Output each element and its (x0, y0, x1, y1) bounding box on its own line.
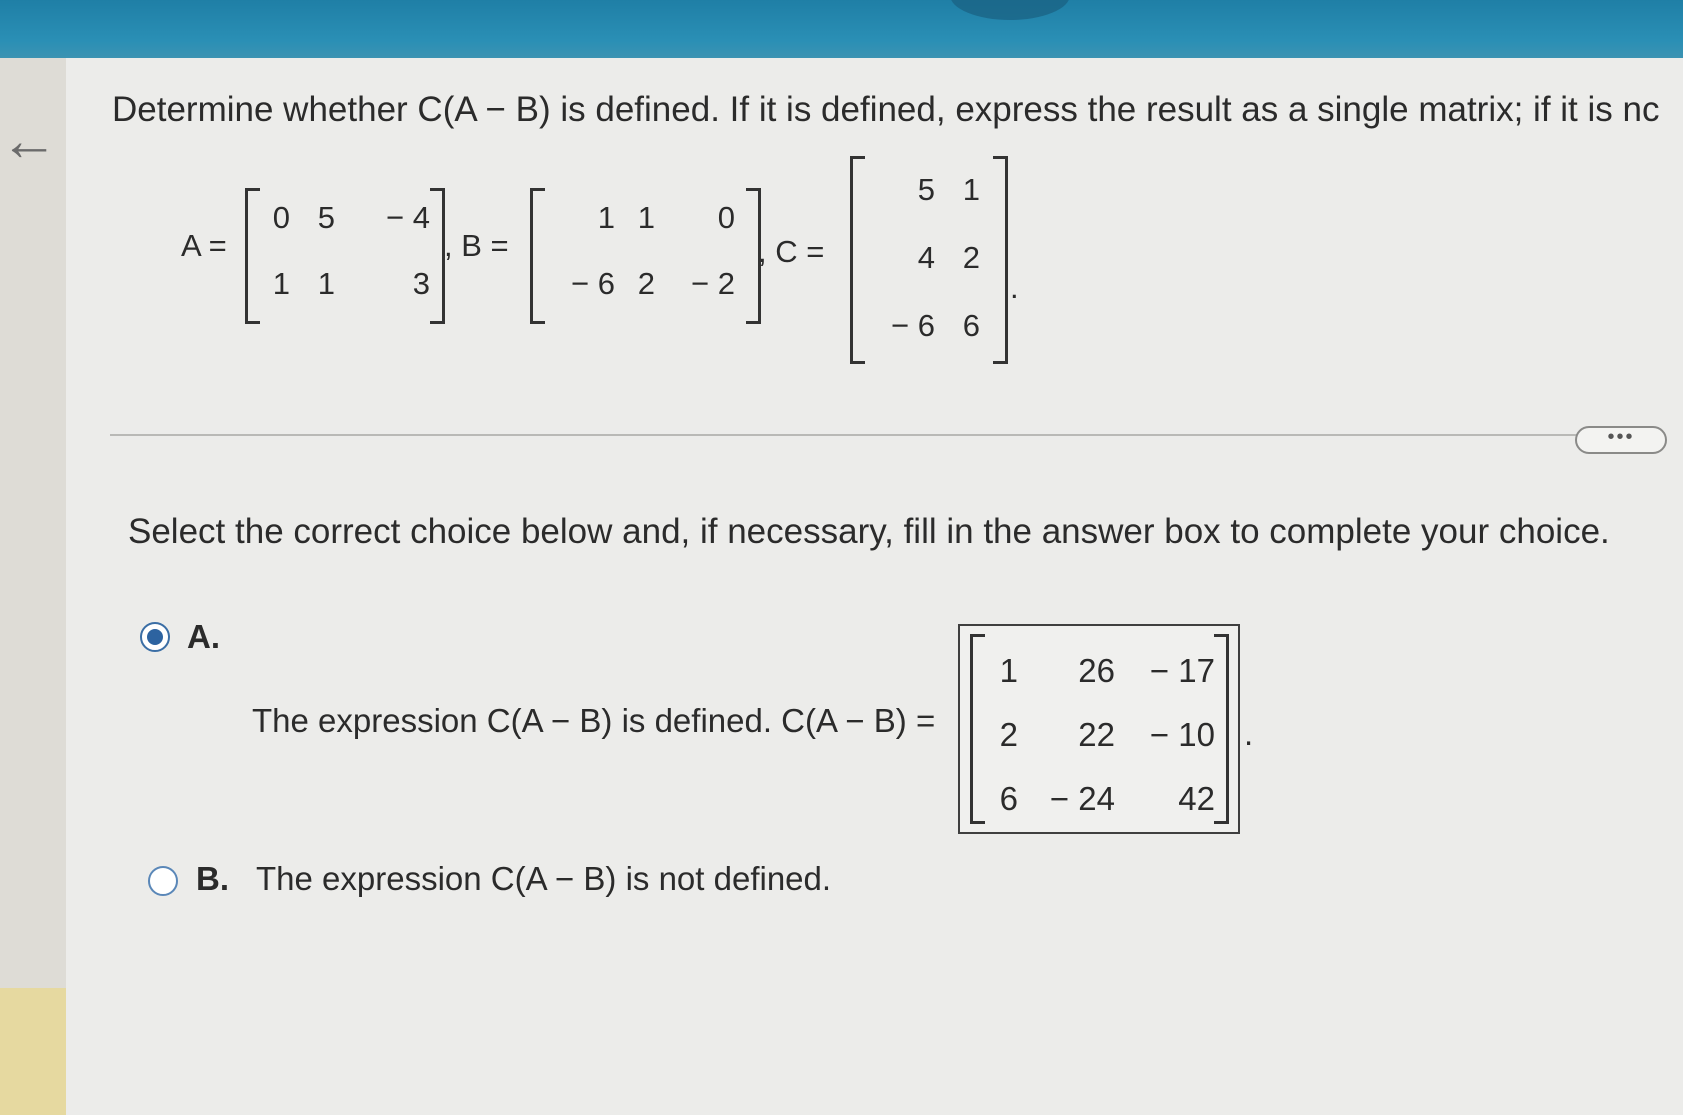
option-b-text: The expression C(A − B) is not defined. (256, 860, 832, 897)
answer-cell-input[interactable]: 1 (999, 652, 1018, 689)
matrix-b-cell: 0 (717, 200, 735, 235)
answer-cell-input[interactable]: − 24 (1049, 780, 1115, 817)
instruction-text: Select the correct choice below and, if necessary, fill in the answer box to complete your choice. (128, 512, 1610, 551)
more-button[interactable]: ••• (1575, 426, 1667, 454)
matrix-b-cell: 1 (637, 200, 655, 235)
option-a-period: . (1244, 715, 1254, 752)
answer-cell-input[interactable]: 2 (999, 716, 1018, 753)
matrix-b-cell: − 2 (691, 266, 735, 301)
top-bar (0, 0, 1683, 58)
matrix-a-cell: 5 (317, 200, 335, 235)
matrix-c-cell: 5 (917, 172, 935, 207)
back-arrow-icon[interactable]: ← (0, 108, 58, 173)
matrix-a-cell: − 4 (386, 200, 430, 235)
matrix-c-label: , C = (758, 234, 825, 269)
matrix-a-cell: 1 (272, 266, 290, 301)
answer-cell-input[interactable]: 22 (1078, 716, 1115, 753)
answer-cell-input[interactable]: 42 (1178, 780, 1215, 817)
question-text: Determine whether C(A − B) is defined. If it is defined, express the result as a single matrix; if it is nc (112, 90, 1660, 129)
answer-cell-input[interactable]: 26 (1078, 652, 1115, 689)
answer-cell-input[interactable]: − 17 (1149, 652, 1215, 689)
matrix-a-cell: 1 (317, 266, 335, 301)
option-a-text: The expression C(A − B) is defined. C(A − B) = (252, 702, 936, 739)
option-a-letter: A. (187, 618, 220, 655)
answer-cell-input[interactable]: 6 (999, 780, 1018, 817)
top-bar-decoration (950, 0, 1070, 20)
matrix-a-cell: 3 (412, 266, 430, 301)
matrix-c-cell: − 6 (891, 308, 935, 343)
matrix-b-cell: 1 (597, 200, 615, 235)
answer-right-bracket (1214, 634, 1229, 824)
matrix-c-cell: 6 (962, 308, 980, 343)
matrix-c-cell: 2 (962, 240, 980, 275)
option-a-radio[interactable] (140, 622, 170, 652)
matrix-a-cell: 0 (272, 200, 290, 235)
left-rail (0, 58, 67, 1115)
matrix-b-cell: 2 (637, 266, 655, 301)
option-b-letter: B. (196, 860, 229, 897)
answer-cell-input[interactable]: − 10 (1149, 716, 1215, 753)
matrix-c-right-bracket (993, 156, 1008, 364)
matrix-b-cell: − 6 (571, 266, 615, 301)
matrix-a-right-bracket (430, 188, 445, 324)
matrix-c-left-bracket (850, 156, 865, 364)
matrix-c-cell: 4 (917, 240, 935, 275)
matrix-b-left-bracket (530, 188, 545, 324)
matrix-c-cell: 1 (962, 172, 980, 207)
answer-matrix-box[interactable] (958, 624, 1240, 834)
matrix-b-label: , B = (444, 228, 509, 263)
matrix-a-label: A = (181, 228, 227, 263)
matrices-period: . (1010, 270, 1019, 305)
section-divider (110, 434, 1580, 436)
option-b-radio[interactable] (148, 866, 178, 896)
